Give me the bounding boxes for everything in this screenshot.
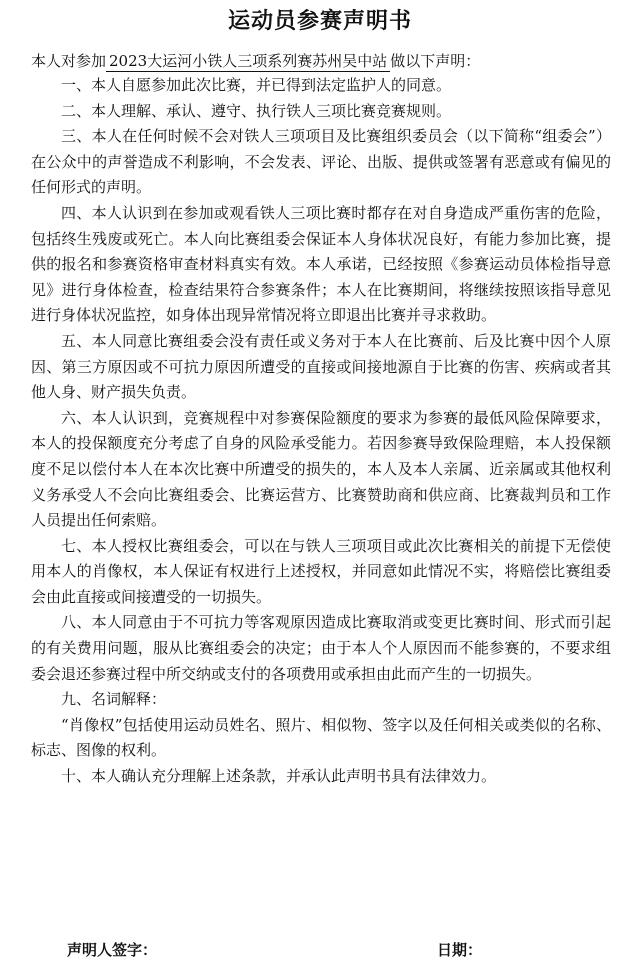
clause-6: 六、本人认识到，竞赛规程中对参赛保险额度的要求为参赛的最低风险保障要求，本人的投保额度充分考虑了自身的风险承受能力。若因参赛导致保险理赔，本人投保额度不足以偿付本人在本次比赛中所遭受的损失的，本人及本人亲属、近亲属或其他权利义务承受人不会向比赛组委会、比赛运营方、比赛赞助商和供应商、比赛裁判员和工作人员提出任何索赔。 — [31, 408, 611, 530]
clause-9-heading: 九、名词解释： — [61, 690, 167, 709]
clause-1: 一、本人自愿参加此次比赛，并已得到法定监护人的同意。 — [61, 76, 452, 94]
clause-3: 三、本人在任何时候不会对铁人三项项目及比赛组织委员会（以下简称“组委会”）在公众中的声誉造成不利影响，不会发表、评论、出版、提供或签署有恶意或有偏见的任何形式的声明。 — [31, 127, 611, 197]
clause-10: 十、本人确认充分理解上述条款，并承认此声明书具有法律效力。 — [61, 767, 497, 786]
signature-row — [0, 938, 640, 962]
clause-8: 八、本人同意由于不可抗力等客观原因造成比赛取消或变更比赛时间、形式而引起的有关费用问题，服从比赛组委会的决定；由于本人个人原因而不能参赛的，不要求组委会退还参赛过程中所交纳或支付的各项费用或承担由此而产生的一切损失。 — [31, 613, 611, 683]
declaration-body — [31, 73, 611, 790]
clause-9-definition: “肖像权”包括使用运动员姓名、照片、相似物、签字以及任何相关或类似的名称、标志、图像的权利。 — [31, 715, 611, 760]
intro-suffix: 做以下声明： — [390, 52, 481, 70]
date-label: 日期： — [437, 941, 483, 959]
clause-4: 四、本人认识到在参加或观看铁人三项比赛时都存在对自身造成严重伤害的危险，包括终生残废或死亡。本人向比赛组委会保证本人身体状况良好，有能力参加比赛，提供的报名和参赛资格审查材料真实有效。本人承诺，已经按照《参赛运动员体检指导意见》进行身体检查，检查结果符合参赛条件；本人在比赛期间，将继续按照该指导意见进行身体状况监控，如身体出现异常情况将立即退出比赛并寻求救助。 — [31, 203, 611, 325]
event-name-blank — [106, 51, 390, 72]
clause-5: 五、本人同意比赛组委会没有责任或义务对于本人在比赛前、后及比赛中因个人原因、第三方原因或不可抗力原因所遭受的直接或间接地源自于比赛的伤害、疾病或者其他人身、财产损失负责。 — [31, 331, 611, 402]
document-title: 运动员参赛声明书 — [227, 9, 412, 34]
intro-line — [31, 50, 631, 72]
signer-label: 声明人签字： — [67, 941, 158, 959]
event-name: 2023大运河小铁人三项系列赛苏州吴中站 — [109, 52, 388, 70]
clause-2: 二、本人理解、承认、遵守、执行铁人三项比赛竞赛规则。 — [61, 101, 452, 120]
intro-prefix: 本人对参加 — [31, 52, 107, 70]
clause-7: 七、本人授权比赛组委会，可以在与铁人三项项目或此次比赛相关的前提下无偿使用本人的肖像权，本人保证有权进行上述授权，并同意如此情况不实，将赔偿比赛组委会由此直接或间接遭受的一切损失。 — [31, 536, 611, 606]
